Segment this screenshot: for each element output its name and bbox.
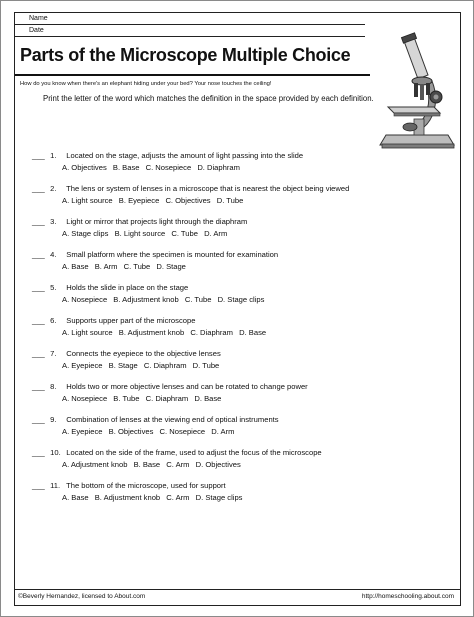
answer-options: A. Adjustment knob B. Base C. Arm D. Objectives [62,459,241,469]
answer-options: A. Base B. Adjustment knob C. Arm D. Stage clips [62,492,243,502]
question-text: Supports upper part of the microscope [66,316,196,325]
answer-options: A. Base B. Arm C. Tube D. Stage [62,261,186,271]
joke-text: How do you know when there's an elephant hiding under your bed? Your nose touches the ceiling! [20,81,272,87]
date-label: Date [29,27,44,34]
answer-blank[interactable]: ___ [32,415,45,424]
question-text: The bottom of the microscope, used for support [66,481,226,490]
answer-blank[interactable]: ___ [32,481,45,490]
question-text: Connects the eyepiece to the objective lenses [66,349,221,358]
question-6: ___ 6. Supports upper part of the microscope A. Light source B. Adjustment knob C. Diaphram D. Base [32,315,452,338]
answer-options: A. Nosepiece B. Tube C. Diaphram D. Base [62,393,222,403]
question-text: The lens or system of lenses in a microscope that is nearest the object being viewed [66,184,350,193]
question-text: Light or mirror that projects light through the diaphram [66,217,248,226]
question-text: Located on the stage, adjusts the amount of light passing into the slide [66,151,304,160]
answer-blank[interactable]: ___ [32,448,45,457]
answer-options: A. Stage clips B. Light source C. Tube D. Arm [62,228,228,238]
name-label: Name [29,15,48,22]
answer-options: A. Objectives B. Base C. Nosepiece D. Diaphram [62,162,240,172]
question-5: ___ 5. Holds the slide in place on the stage A. Nosepiece B. Adjustment knob C. Tube D. Stage clips [32,282,452,305]
question-4: ___ 4. Small platform where the specimen is mounted for examination A. Base B. Arm C. Tube D. Stage [32,249,452,272]
answer-options: A. Nosepiece B. Adjustment knob C. Tube D. Stage clips [62,294,265,304]
answer-blank[interactable]: ___ [32,217,45,226]
answer-options: A. Light source B. Adjustment knob C. Diaphram D. Base [62,327,267,337]
answer-blank[interactable]: ___ [32,184,45,193]
answer-blank[interactable]: ___ [32,151,45,160]
footer-divider [15,589,460,590]
question-text: Combination of lenses at the viewing end of optical instruments [66,415,279,424]
question-11: ___ 11. The bottom of the microscope, used for support A. Base B. Adjustment knob C. Arm D. Stage clips [32,480,452,503]
source-url[interactable]: http://homeschooling.about.com [361,593,454,600]
microscope-icon [378,31,460,151]
date-line [15,25,365,37]
question-10: ___ 10. Located on the side of the frame, used to adjust the focus of the microscope A. Adjustment knob B. Base C. Arm D. Objectives [32,447,452,470]
answer-blank[interactable]: ___ [32,382,45,391]
title-divider [15,74,370,76]
answer-options: A. Eyepiece B. Objectives C. Nosepiece D. Arm [62,426,235,436]
answer-options: A. Light source B. Eyepiece C. Objectives D. Tube [62,195,244,205]
question-text: Holds two or more objective lenses and can be rotated to change power [66,382,308,391]
worksheet-title: Parts of the Microscope Multiple Choice [20,45,351,65]
question-3: ___ 3. Light or mirror that projects light through the diaphram A. Stage clips B. Light source C. Tube D. Arm [32,216,452,239]
answer-blank[interactable]: ___ [32,283,45,292]
question-text: Located on the side of the frame, used to adjust the focus of the microscope [66,448,322,457]
question-text: Holds the slide in place on the stage [66,283,189,292]
question-9: ___ 9. Combination of lenses at the viewing end of optical instruments A. Eyepiece B. Objectives C. Nosepiece D. Arm [32,414,452,437]
question-2: ___ 2. The lens or system of lenses in a microscope that is nearest the object being viewed A. Light source B. Eyepiece C. Objectives D. Tube [32,183,452,206]
answer-blank[interactable]: ___ [32,349,45,358]
answer-blank[interactable]: ___ [32,316,45,325]
question-7: ___ 7. Connects the eyepiece to the objective lenses A. Eyepiece B. Stage C. Diaphram D. Tube [32,348,452,371]
question-8: ___ 8. Holds two or more objective lenses and can be rotated to change power A. Nosepiece B. Tube C. Diaphram D. Base [32,381,452,404]
copyright-text: ©Beverly Hernandez, licensed to About.com [18,593,146,600]
question-text: Small platform where the specimen is mounted for examination [66,250,279,259]
answer-blank[interactable]: ___ [32,250,45,259]
name-line [15,13,365,25]
worksheet-frame [14,12,461,606]
question-1: ___ 1. Located on the stage, adjusts the amount of light passing into the slide A. Objectives B. Base C. Nosepiece D. Diaphram [32,150,452,173]
answer-options: A. Eyepiece B. Stage C. Diaphram D. Tube [62,360,220,370]
instructions-text: Print the letter of the word which matches the definition in the space provided by each definition. [43,94,374,103]
